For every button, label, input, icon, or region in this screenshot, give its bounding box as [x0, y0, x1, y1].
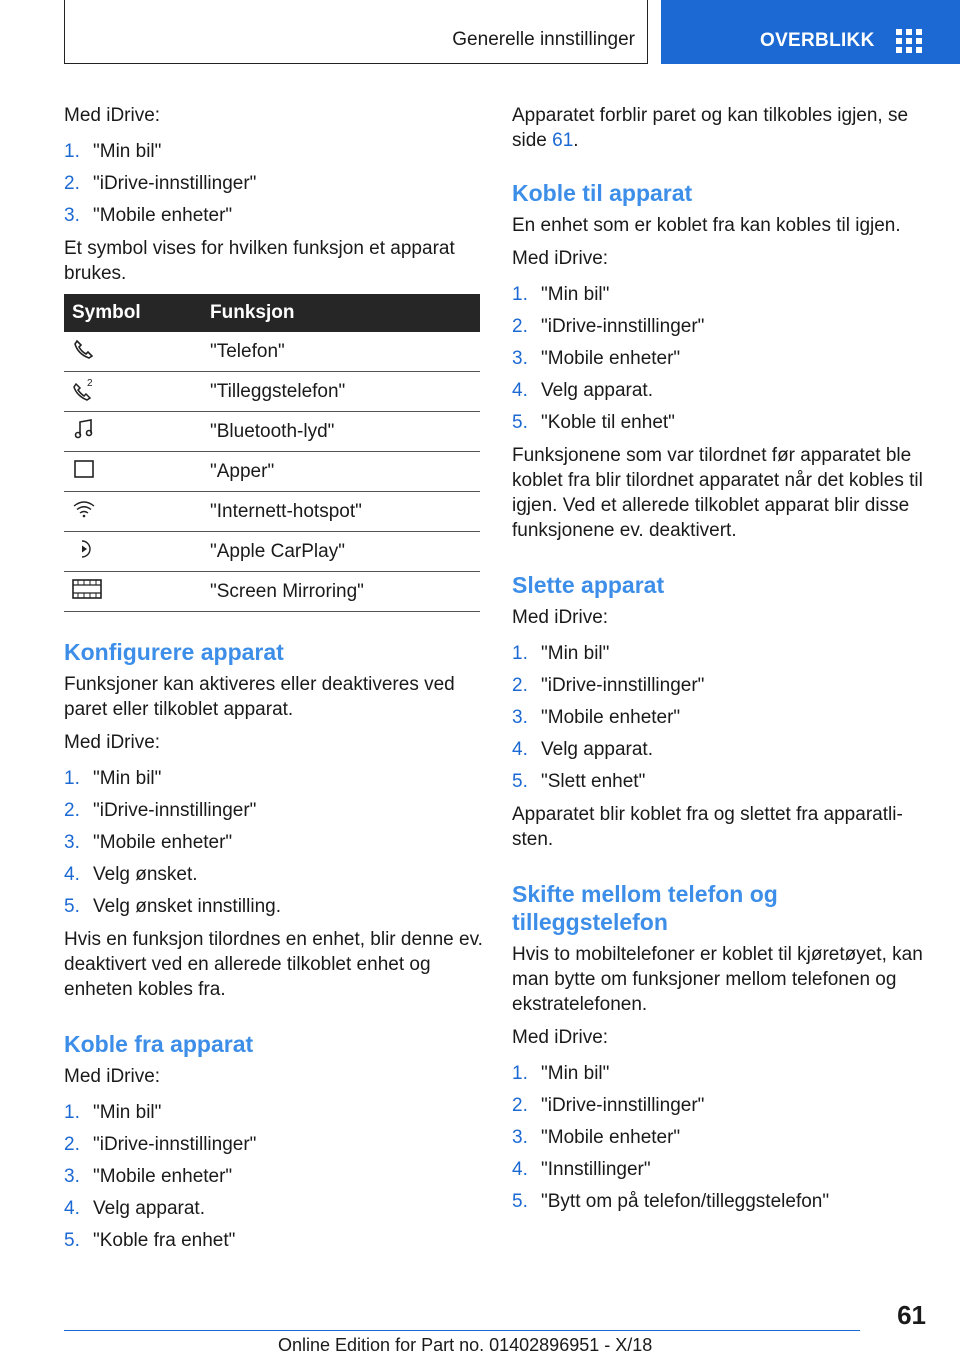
header-section-box	[64, 0, 648, 64]
switch-paragraph: Hvis to mobiltelefoner er koblet til kjøretøyet, kan man bytte om funksjoner mellom telefonen og ekstratelefonen.	[512, 944, 923, 1015]
symbol-paragraph: Et symbol vises for hvilken funksjon et apparat brukes.	[64, 238, 455, 284]
section-heading-disconnect: Koble fra apparat	[64, 1031, 254, 1057]
list-item: 2. "iDrive-innstillinger"	[64, 173, 257, 194]
function-label: "Telefon"	[202, 332, 480, 372]
section-heading-delete: Slette apparat	[512, 572, 665, 598]
section-heading-switch: Skifte mellom telefon og tilleggstelefon	[512, 881, 778, 935]
connect-paragraph: En enhet som er koblet fra kan kobles til igjen.	[512, 215, 901, 236]
list-item: 1. "Min bil"	[512, 1063, 610, 1084]
list-item: 3. "Mobile enheter"	[512, 707, 681, 728]
table-row	[64, 372, 480, 412]
function-label: "Apper"	[202, 452, 480, 492]
list-item: 5. "Bytt om på telefon/tilleggstelefon"	[512, 1191, 830, 1212]
list-item: 5. Velg ønsket innstilling.	[64, 896, 281, 917]
list-item: 2. "iDrive-innstillinger"	[64, 800, 257, 821]
play-circle-icon	[72, 537, 96, 561]
right-column	[512, 103, 932, 1222]
page-number: 61	[897, 1300, 926, 1330]
list-item: 4. Velg ønsket.	[64, 864, 198, 885]
function-label: "Tilleggstelefon"	[202, 372, 480, 412]
list-item: 2. "iDrive-innstillinger"	[512, 1095, 705, 1116]
overview-label: OVERBLIKK	[760, 30, 875, 51]
list-item: 3. "Mobile enheter"	[64, 832, 233, 853]
list-item: 5. "Slett enhet"	[512, 771, 646, 792]
list-item: 1. "Min bil"	[64, 768, 162, 789]
list-item: 4. Velg apparat.	[512, 739, 653, 760]
wifi-icon	[72, 497, 96, 521]
list-item: 1. "Min bil"	[512, 643, 610, 664]
connect-steps	[512, 279, 932, 439]
configure-label: Med iDrive:	[64, 732, 161, 753]
list-item: 4. "Innstillinger"	[512, 1159, 651, 1180]
intro-label: Med iDrive:	[64, 105, 161, 126]
table-header-symbol: Symbol	[64, 294, 202, 332]
table-header-row	[64, 294, 480, 332]
table-row	[64, 492, 480, 532]
disconnect-label: Med iDrive:	[64, 1066, 161, 1087]
configure-paragraph: Funksjoner kan aktiveres eller deaktiveres ved paret eller tilkoblet apparat.	[64, 674, 455, 720]
section-heading-configure: Konfigurere apparat	[64, 639, 284, 665]
list-item: 1. "Min bil"	[512, 284, 610, 305]
svg-text:2: 2	[87, 377, 93, 389]
list-item: 3. "Mobile enheter"	[512, 1127, 681, 1148]
square-app-icon	[72, 457, 96, 481]
phone-2-icon	[72, 377, 96, 401]
function-label: "Internett-hotspot"	[202, 492, 480, 532]
intro-steps	[64, 136, 484, 232]
list-item: 1. "Min bil"	[64, 141, 162, 162]
table-row	[64, 332, 480, 372]
table-row	[64, 412, 480, 452]
configure-note: Hvis en funksjon tilordnes en enhet, blir denne ev. deaktivert ved en allerede tilkoblet enhet og enheten kobles fra.	[64, 929, 483, 1000]
film-strip-icon	[72, 577, 102, 601]
table-row	[64, 532, 480, 572]
delete-steps	[512, 638, 932, 798]
list-item: 2. "iDrive-innstillinger"	[512, 675, 705, 696]
list-item: 3. "Mobile enheter"	[64, 205, 233, 226]
footer-divider	[64, 1330, 860, 1331]
list-item: 3. "Mobile enheter"	[64, 1166, 233, 1187]
paired-paragraph: Apparatet forblir paret og kan tilkobles igjen, se side 61.	[512, 105, 909, 151]
function-label: "Bluetooth-lyd"	[202, 412, 480, 452]
delete-label: Med iDrive:	[512, 607, 609, 628]
phone-icon	[72, 337, 96, 361]
grid-menu-icon	[896, 29, 922, 53]
switch-label: Med iDrive:	[512, 1027, 609, 1048]
list-item: 5. "Koble til enhet"	[512, 412, 675, 433]
disconnect-steps	[64, 1097, 484, 1257]
delete-note: Apparatet blir koblet fra og slettet fra apparatlisten.	[512, 804, 903, 850]
list-item: 3. "Mobile enheter"	[512, 348, 681, 369]
left-column	[64, 103, 484, 1261]
configure-steps	[64, 763, 484, 923]
section-title: Generelle innstillinger	[452, 29, 635, 50]
function-label: "Apple CarPlay"	[202, 532, 480, 572]
symbol-table	[64, 294, 480, 612]
switch-steps	[512, 1058, 932, 1218]
section-heading-connect: Koble til apparat	[512, 180, 693, 206]
music-note-icon	[72, 417, 96, 441]
list-item: 2. "iDrive-innstillinger"	[512, 316, 705, 337]
edition-footer: Online Edition for Part no. 01402896951 - X/18	[278, 1335, 653, 1355]
list-item: 4. Velg apparat.	[512, 380, 653, 401]
connect-label: Med iDrive:	[512, 248, 609, 269]
list-item: 5. "Koble fra enhet"	[64, 1230, 236, 1251]
function-label: "Screen Mirroring"	[202, 572, 480, 612]
table-row	[64, 572, 480, 612]
table-row	[64, 452, 480, 492]
overview-button[interactable]	[661, 0, 960, 64]
connect-note: Funksjonene som var tilordnet før apparatet ble koblet fra blir tilordnet apparatet når det kobles til igjen. Ved et allerede tilkoblet apparat blir disse funksjonene ev. deaktivert.	[512, 445, 923, 541]
list-item: 2. "iDrive-innstillinger"	[64, 1134, 257, 1155]
list-item: 4. Velg apparat.	[64, 1198, 205, 1219]
table-header-function: Funksjon	[202, 294, 480, 332]
list-item: 1. "Min bil"	[64, 1102, 162, 1123]
page-link[interactable]: 61	[552, 130, 574, 151]
